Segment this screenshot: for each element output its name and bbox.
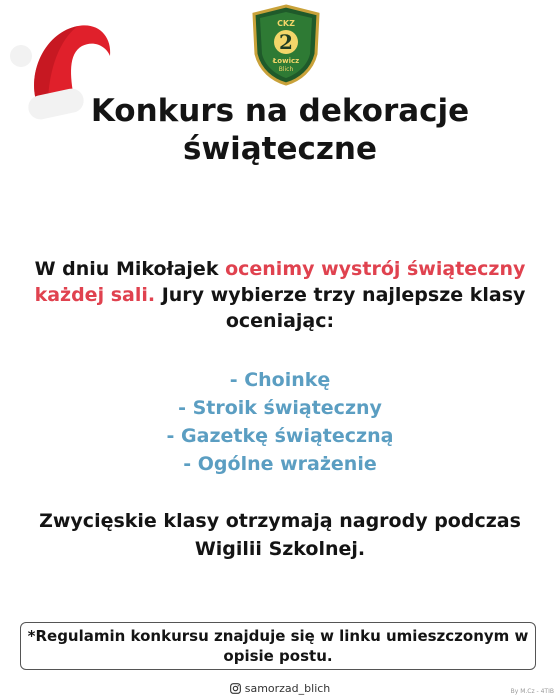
- logo-sub: Blich: [278, 66, 294, 73]
- instagram-icon: [230, 683, 241, 694]
- logo-name: Łowicz: [272, 57, 300, 65]
- criteria-item: - Ogólne wrażenie: [183, 453, 377, 475]
- logo-top-text: CKZ: [277, 19, 295, 28]
- intro-part-2: Jury wybierze trzy najlepsze klasy oceniając:: [155, 284, 526, 332]
- logo-number: 2: [279, 30, 293, 54]
- title-line-1: Konkurs na dekoracje: [90, 93, 470, 129]
- title-line-2: świąteczne: [183, 131, 377, 167]
- outro-text: Zwycięskie klasy otrzymają nagrody podczas Wigilii Szkolnej.: [39, 510, 521, 560]
- instagram-handle-text: samorzad_blich: [244, 682, 331, 695]
- page-title: [0, 92, 560, 168]
- intro-part-1: W dniu Mikołajek: [34, 258, 226, 280]
- criteria-item: - Choinkę: [229, 369, 331, 391]
- intro-text: [30, 256, 530, 334]
- author-credit: By M.Cz - 4TIB: [510, 688, 554, 695]
- intro-highlight: ocenimy wystrój świąteczny każdej sali.: [34, 258, 526, 306]
- criteria-item: - Gazetkę świąteczną: [166, 425, 394, 447]
- school-logo: [250, 4, 322, 86]
- rules-note-box: *Regulamin konkursu znajduje się w linku umieszczonym w opisie postu.: [20, 622, 536, 670]
- criteria-list: [0, 366, 560, 478]
- criteria-item: - Stroik świąteczny: [178, 397, 382, 419]
- instagram-handle[interactable]: [0, 682, 560, 696]
